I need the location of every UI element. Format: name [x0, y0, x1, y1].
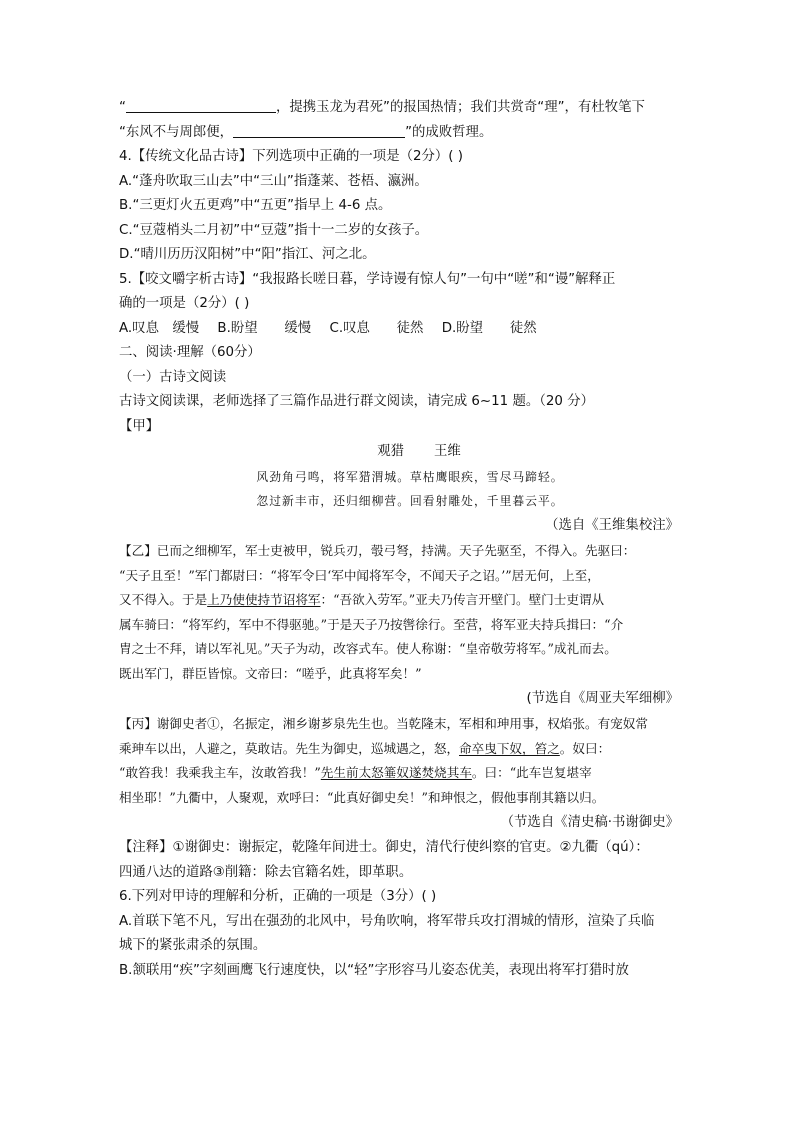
- top-line-2: [119, 121, 679, 146]
- underlined-sentence: 命卒曳下奴，笞之: [459, 740, 560, 756]
- q5-options: [119, 317, 679, 342]
- text: “东风不与周郎便，: [119, 124, 234, 140]
- poem-line-1: 风劲角弓鸣，将军猎渭城。草枯鹰眼疾，雪尽马蹄轻。: [256, 470, 564, 484]
- yi-line-6: 既出军门，群臣皆惊。文帝曰：“嗟乎，此真将军矣！”: [119, 665, 422, 681]
- text: 又不得入。于是: [119, 592, 208, 607]
- yi-line-4: 属车骑曰：“将军约，军中不得驱驰。”于是天子乃按辔徐行。至营，将军亚夫持兵揖曰：“介: [119, 616, 624, 632]
- label-jia: 【甲】: [119, 418, 160, 434]
- answer-blank: [126, 98, 276, 113]
- text: ：“吾欲入劳军。”亚夫乃传言开壁门。壁门士吏谓从: [320, 592, 605, 607]
- q5-option-b: B.盼望 缓慢: [217, 320, 312, 336]
- text: 。曰：“此车岂复堪宰: [471, 765, 592, 780]
- q4-option-a: A.“蓬舟吹取三山去”中“三山”指蓬莱、苍梧、瀛洲。: [119, 173, 428, 189]
- poem-author: 王维: [434, 444, 461, 459]
- bing-source: （节选自《清史稿·书谢御史》: [500, 815, 679, 830]
- yi-line-3: [119, 588, 679, 613]
- bing-line-4: 相坐耶！”九衢中，人聚观，欢呼曰：“此真好御史矣！”和珅恨之，假他事削其籍以归。: [119, 789, 605, 805]
- text: “敢笞我！我乘我主车，汝敢笞我！”: [119, 765, 321, 780]
- poem-heading: [119, 439, 679, 465]
- underlined-sentence: 先生前太怒箠奴遂焚烧其车: [320, 765, 472, 780]
- yi-line-2: “天子且至！”军门都尉曰：“将军令曰‘军中闻将军令，不闻天子之诏。’”居无何，上至，: [119, 567, 600, 583]
- text: 乘珅车以出，人避之，莫敢诘。先生为御史，巡城遇之，怒，: [119, 740, 460, 756]
- yi-source: (节选自《周亚夫军细柳》: [526, 691, 679, 706]
- exam-page: [119, 96, 679, 983]
- poem-title: 观猎: [377, 444, 404, 459]
- top-line-1: [119, 96, 679, 121]
- bing-line-3: [119, 761, 679, 786]
- underlined-sentence: 上乃使使持节诏将军: [207, 592, 321, 607]
- subsection-title: （一）古诗文阅读: [119, 369, 227, 385]
- text: ，提携玉龙为君死”的报国热情；我们共赏奇“理”，有杜牧笔下: [275, 100, 645, 115]
- q5-option-c: C.叹息 徒然: [329, 320, 424, 336]
- poem-source: （选自《王维集校注》: [545, 518, 679, 533]
- yi-line-5: 胄之士不拜，请以军礼见。”天子为动，改容式车。使人称谢：“皇帝敬劳将军。”成礼而去。: [119, 641, 617, 656]
- note-line-2: 四通八达的道路③削籍：除去官籍名姓，即革职。: [119, 864, 413, 880]
- q5-option-a: A.叹息 缓慢: [119, 320, 200, 336]
- q4-option-b: B.“三更灯火五更鸡”中“五更”指早上 4-6 点。: [119, 198, 392, 213]
- answer-blank: [233, 123, 405, 138]
- q4-stem: 4.【传统文化品古诗】下列选项中正确的一项是（2分）( ): [119, 149, 463, 164]
- bing-line-1: 【丙】谢御史者①，名振定，湘乡谢芗泉先生也。当乾隆末，军相和珅用事，权焰张。有宠奴常: [119, 716, 648, 731]
- q6-option-a-1: A.首联下笔不凡，写出在强劲的北风中，号角吹响，将军带兵攻打渭城的情形，渲染了兵临: [119, 913, 655, 929]
- q5-option-d: D.盼望 徒然: [441, 320, 537, 336]
- q6-option-a-2: 城下的紧张肃杀的氛围。: [119, 938, 267, 953]
- q5-stem-1: 5.【咬文嚼字析古诗】“我报路长嗟日暮，学诗谩有惊人句”一句中“嗟”和“谩”解释正: [119, 271, 616, 287]
- poem-line-2: 忽过新丰市，还归细柳营。回看射雕处，千里暮云平。: [256, 494, 564, 508]
- q5-stem-2: 确的一项是（2分）( ): [119, 296, 250, 311]
- q6-stem: 6.下列对甲诗的理解和分析，正确的一项是（3分）( ): [119, 889, 437, 904]
- section-title: 二、阅读·理解（60分）: [119, 345, 261, 360]
- note-line-1: 【注释】①谢御史：谢振定，乾隆年间进士。御史，清代行使纠察的官吏。②九衢（qú）：: [119, 840, 649, 855]
- text: ”的成败哲理。: [405, 124, 493, 140]
- text: “: [119, 100, 126, 115]
- text: 。奴曰：: [559, 740, 611, 756]
- q4-option-d: D.“晴川历历汉阳树”中“阳”指江、河之北。: [119, 247, 376, 262]
- section-intro: 古诗文阅读课，老师选择了三篇作品进行群文阅读，请完成 6~11 题。（20 分）: [119, 394, 594, 409]
- yi-line-1: 【乙】已而之细柳军，军士吏被甲，锐兵刃，彀弓弩，持满。天子先驱至，不得入。先驱曰：: [119, 543, 636, 558]
- bing-line-2: [119, 737, 679, 762]
- q4-option-c: C.“豆蔻梢头二月初”中“豆蔻”指十一二岁的女孩子。: [119, 222, 429, 238]
- q6-option-b-1: B.颔联用“疾”字刻画鹰飞行速度快，以“轻”字形容马儿姿态优美，表现出将军打猎时放: [119, 962, 629, 978]
